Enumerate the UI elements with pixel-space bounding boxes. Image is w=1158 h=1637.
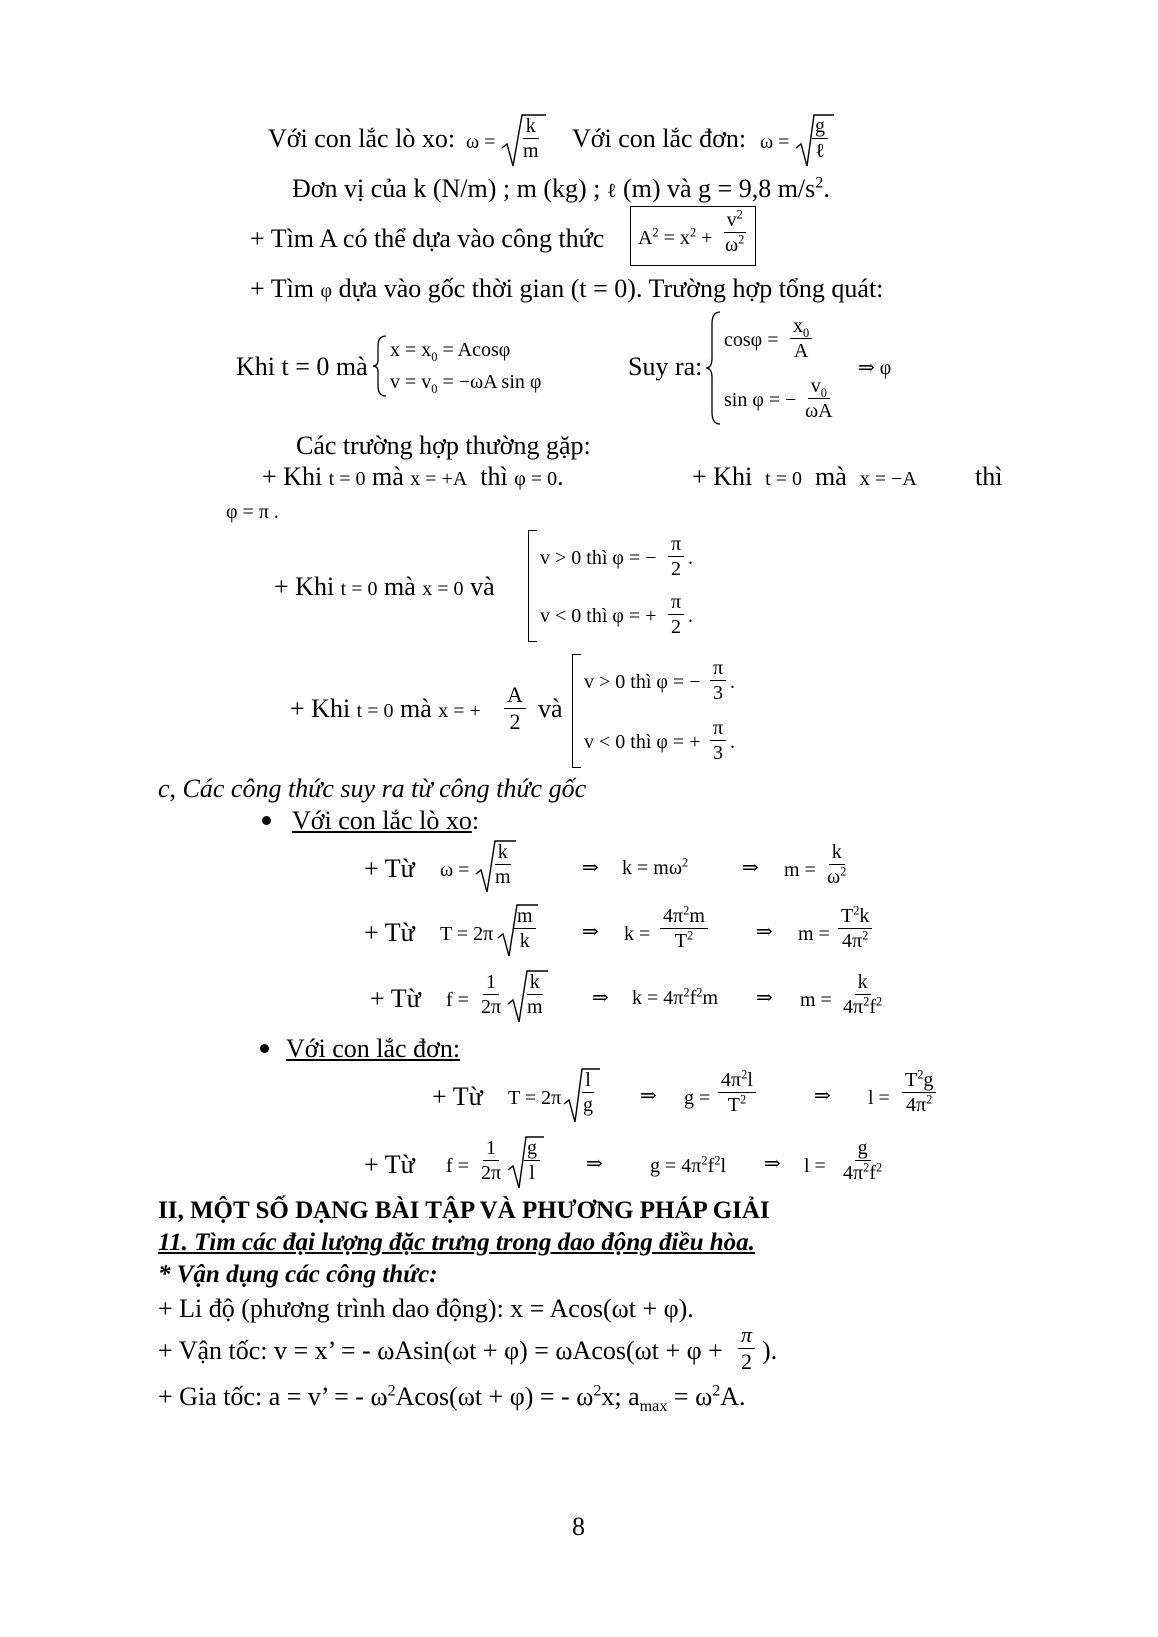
- omega-eq-2: ω =: [760, 131, 790, 153]
- left-brace-icon: [372, 334, 388, 398]
- spring-pendulum-label: Với con lắc lò xo:: [268, 124, 456, 153]
- case-x0: + Khi t = 0 mà x = 0 và: [274, 572, 495, 601]
- m-eq: m =: [784, 859, 816, 881]
- frac-g-ell: g ℓ: [812, 116, 828, 161]
- implies-icon: ⇒: [582, 921, 599, 943]
- simple-pendulum-label: Với con lắc đơn:: [572, 124, 747, 153]
- frac-1-2pi: $\frac{1}{2\pi}$: [481, 971, 502, 1018]
- case-half-A: + Khi t = 0 mà x = +: [290, 694, 481, 723]
- frac-k-m: $\frac{k}{m}$: [527, 971, 543, 1018]
- page-number: 8: [572, 1512, 585, 1541]
- frac-pi-2: $\frac{\pi}{2}$: [668, 534, 684, 579]
- g-eq: g =: [684, 1087, 711, 1109]
- k-eq: $k = 4\pi^2f^2m$: [632, 985, 719, 1009]
- find-A-text: + Tìm A có thể dựa vào công thức: [250, 224, 605, 253]
- frac-m-k: $\frac{m}{k}$: [514, 906, 536, 951]
- frac-v0-wA: $\frac{v_0}{\omega A}$: [805, 375, 833, 422]
- dot: .: [688, 605, 693, 627]
- velocity-end: ).: [762, 1336, 778, 1365]
- from-label: + Từ: [364, 1150, 415, 1179]
- l-eq: l =: [804, 1155, 826, 1177]
- frac-pi-3: $\frac{\pi}{3}$: [710, 658, 726, 703]
- frac-k-4pi2f2: $\frac{k}{4\pi^2f^2}$: [843, 971, 883, 1018]
- case-bracket: [572, 654, 581, 768]
- frac-g-l: $\frac{g}{l}$: [524, 1138, 540, 1183]
- v-neg-case: v < 0 thì φ = +: [540, 605, 657, 627]
- from-label: + Từ: [364, 854, 415, 883]
- frac-A-2: $\frac{A}{2}$: [504, 684, 526, 733]
- frac-k-m: $\frac{k}{m}$: [495, 841, 511, 888]
- frac-1-2pi: $\frac{1}{2\pi}$: [481, 1137, 502, 1184]
- implies-icon: ⇒: [764, 1153, 781, 1175]
- frac-v2-w2: $\frac{v^2}{\omega^2}$: [725, 207, 745, 256]
- frac-pi-3: $\frac{\pi}{3}$: [710, 718, 726, 763]
- implies-icon: ⇒: [592, 987, 609, 1009]
- frac-x0-A: $\frac{x_0}{A}$: [790, 316, 812, 361]
- dot: .: [688, 547, 693, 569]
- l-eq: l =: [868, 1087, 890, 1109]
- m-eq: m =: [800, 989, 832, 1011]
- and-word: và: [538, 694, 563, 723]
- displacement-line: + Li độ (phương trình dao động): x = Acos(ωt + φ).: [158, 1294, 694, 1323]
- eq-x0: $x = x_0 = Acos\varphi$: [390, 339, 511, 364]
- from-label: + Từ: [370, 984, 421, 1013]
- case-plusA: + Khi t = 0 mà x = +A thì φ = 0.: [262, 462, 564, 491]
- from-label: + Từ: [364, 918, 415, 947]
- frac-k-m: $\frac{k}{m}$: [523, 115, 539, 162]
- dot: .: [730, 671, 735, 693]
- phi-pi: φ = π .: [226, 501, 279, 523]
- implies-icon: ⇒: [756, 921, 773, 943]
- omega-eq: ω =: [440, 859, 470, 881]
- frac-l-g: $\frac{l}{g}$: [583, 1069, 593, 1116]
- acceleration-line: + Gia tốc: a = v’ = - $\omega^2Acos(\omega t + \varphi)$ = - $\omega^2x$; $a_{max} = \omega^2A$.: [158, 1382, 746, 1416]
- frac-pi-2: $\frac{\pi}{2}$: [738, 1324, 755, 1373]
- v-pos-case: v > 0 thì φ = −: [584, 671, 701, 693]
- left-brace-icon: [704, 310, 724, 426]
- m-eq: m =: [798, 923, 830, 945]
- k-eq: $k = m\omega^2$: [622, 855, 689, 879]
- A-formula: $A^2 = x^2$ +: [638, 225, 713, 249]
- then-word: thì: [975, 462, 1003, 491]
- velocity-line: + Vận tốc: v = x’ = - ωAsin(ωt + φ) = ωAcos(ωt + φ +: [158, 1336, 723, 1365]
- apply-formulas: * Vận dụng các công thức:: [158, 1261, 438, 1288]
- from-label: + Từ: [432, 1082, 483, 1111]
- frac-g-4pi2f2: $\frac{g}{4\pi^2f^2}$: [843, 1137, 883, 1184]
- implies-icon: ⇒: [742, 857, 759, 879]
- section-2-1-heading: 11. Tìm các đại lượng đặc trưng trong dao động điều hòa.: [158, 1229, 755, 1256]
- deduce-label: Suy ra:: [628, 352, 703, 381]
- v-pos-case: v > 0 thì φ = −: [540, 547, 657, 569]
- spring-heading: Với con lắc lò xo:: [292, 806, 480, 835]
- case-bracket: [528, 530, 537, 642]
- units-line: Đơn vị của k (N/m) ; m (kg) ; ℓ (m) và g = 9,8 $m/s^2$.: [292, 174, 830, 203]
- f-eq: f =: [446, 1155, 469, 1177]
- cos-phi: cosφ =: [724, 329, 779, 351]
- frac-4pi2m-T2: $\frac{4\pi^2m}{T^2}$: [660, 906, 708, 951]
- frac-4pi2l-T2: $\frac{4\pi^2l}{T^2}$: [718, 1070, 756, 1115]
- implies-phi: ⇒ φ: [858, 357, 892, 379]
- dot: .: [730, 731, 735, 753]
- frac-k-w2: $\frac{k}{\omega^2}$: [827, 841, 847, 888]
- common-cases: Các trường hợp thường gặp:: [296, 431, 591, 460]
- v-neg-case: v < 0 thì φ = +: [584, 731, 701, 753]
- k-eq: k =: [624, 923, 651, 945]
- when-t0: Khi t = 0 mà: [236, 352, 368, 381]
- section-2-heading: II, MỘT SỐ DẠNG BÀI TẬP VÀ PHƯƠNG PHÁP GIẢI: [158, 1197, 770, 1224]
- f-eq: f =: [446, 989, 469, 1011]
- implies-icon: ⇒: [586, 1153, 603, 1175]
- frac-T2g-4pi2: $\frac{T^2g}{4\pi^2}$: [902, 1070, 936, 1115]
- g-eq: $g = 4\pi^2f^2l$: [650, 1153, 727, 1177]
- implies-icon: ⇒: [756, 987, 773, 1009]
- bullet-icon: [260, 1044, 269, 1053]
- frac-pi-2: $\frac{\pi}{2}$: [668, 592, 684, 637]
- T-eq: T = 2π: [508, 1087, 562, 1109]
- section-c-heading: c, Các công thức suy ra từ công thức gốc: [158, 774, 587, 803]
- eq-v0: $v = v_0 = -\omega A$ sin φ: [390, 371, 542, 396]
- implies-icon: ⇒: [814, 1085, 831, 1107]
- omega-eq: ω =: [466, 131, 496, 153]
- bullet-icon: [262, 816, 271, 825]
- T-eq: T = 2π: [440, 923, 494, 945]
- case-minusA: + Khi t = 0 mà x = −A: [692, 462, 917, 491]
- simple-heading: Với con lắc đơn:: [286, 1034, 461, 1063]
- frac-T2k-4pi2: $\frac{T^2k}{4\pi^2}$: [838, 906, 872, 951]
- implies-icon: ⇒: [582, 857, 599, 879]
- sin-phi: sin φ = −: [724, 389, 797, 411]
- find-phi-text: + Tìm φ dựa vào gốc thời gian (t = 0). Trường hợp tổng quát:: [250, 274, 884, 303]
- implies-icon: ⇒: [640, 1085, 657, 1107]
